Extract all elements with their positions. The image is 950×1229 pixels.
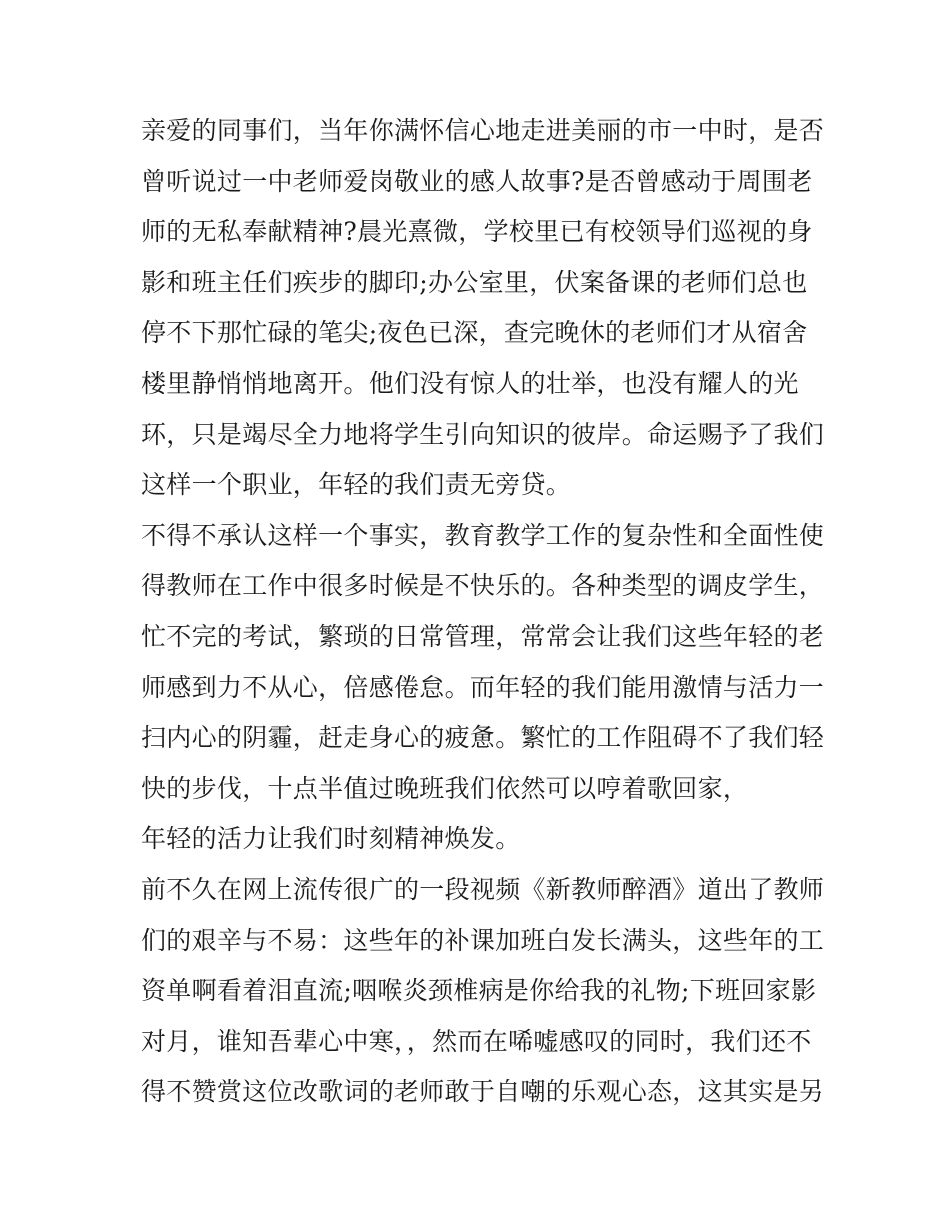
text-line: 环，只是竭尽全力地将学生引向知识的彼岸。命运赐予了我们 — [141, 419, 825, 449]
text-line: 年轻的活力让我们时刻精神焕发。 — [141, 824, 521, 854]
text-line: 扫内心的阴霾，赶走身心的疲惫。繁忙的工作阻碍不了我们轻 — [141, 723, 825, 753]
text-line: 停不下那忙碌的笔尖;夜色已深，查完晚休的老师们才从宿舍 — [141, 318, 808, 348]
paragraph-2 — [141, 511, 825, 865]
text-line: 们的艰辛与不易：这些年的补课加班白发长满头，这些年的工 — [141, 925, 825, 955]
text-line: 对月，谁知吾辈心中寒，，然而在唏嘘感叹的同时，我们还不 — [141, 1026, 812, 1056]
paragraph-3 — [141, 865, 825, 1118]
text-line: 得教师在工作中很多时候是不快乐的。各种类型的调皮学生， — [141, 571, 825, 601]
text-line: 这样一个职业，年轻的我们责无旁贷。 — [141, 470, 572, 500]
document-body — [141, 106, 825, 1118]
text-line: 资单啊看着泪直流;咽喉炎颈椎病是你给我的礼物;下班回家影 — [141, 976, 817, 1006]
text-line: 师的无私奉献精神?晨光熹微，学校里已有校领导们巡视的身 — [141, 217, 813, 247]
text-line: 得不赞赏这位改歌词的老师敢于自嘲的乐观心态，这其实是另 — [141, 1077, 825, 1107]
text-line: 影和班主任们疾步的脚印;办公室里，伏案备课的老师们总也 — [141, 267, 808, 297]
text-line: 曾听说过一中老师爱岗敬业的感人故事?是否曾感动于周围老 — [141, 166, 813, 196]
text-line: 亲爱的同事们，当年你满怀信心地走进美丽的市一中时，是否 — [141, 116, 825, 145]
text-line: 师感到力不从心，倍感倦怠。而年轻的我们能用激情与活力一 — [141, 672, 825, 702]
text-line: 忙不完的考试，繁琐的日常管理，常常会让我们这些年轻的老 — [141, 621, 825, 651]
text-line: 楼里静悄悄地离开。他们没有惊人的壮举，也没有耀人的光 — [141, 368, 799, 398]
text-line: 不得不承认这样一个事实，教育教学工作的复杂性和全面性使 — [141, 520, 825, 550]
text-line: 快的步伐，十点半值过晚班我们依然可以哼着歌回家， — [141, 773, 749, 803]
paragraph-1 — [141, 106, 825, 511]
text-line: 前不久在网上流传很广的一段视频《新教师醉酒》道出了教师 — [141, 874, 825, 904]
